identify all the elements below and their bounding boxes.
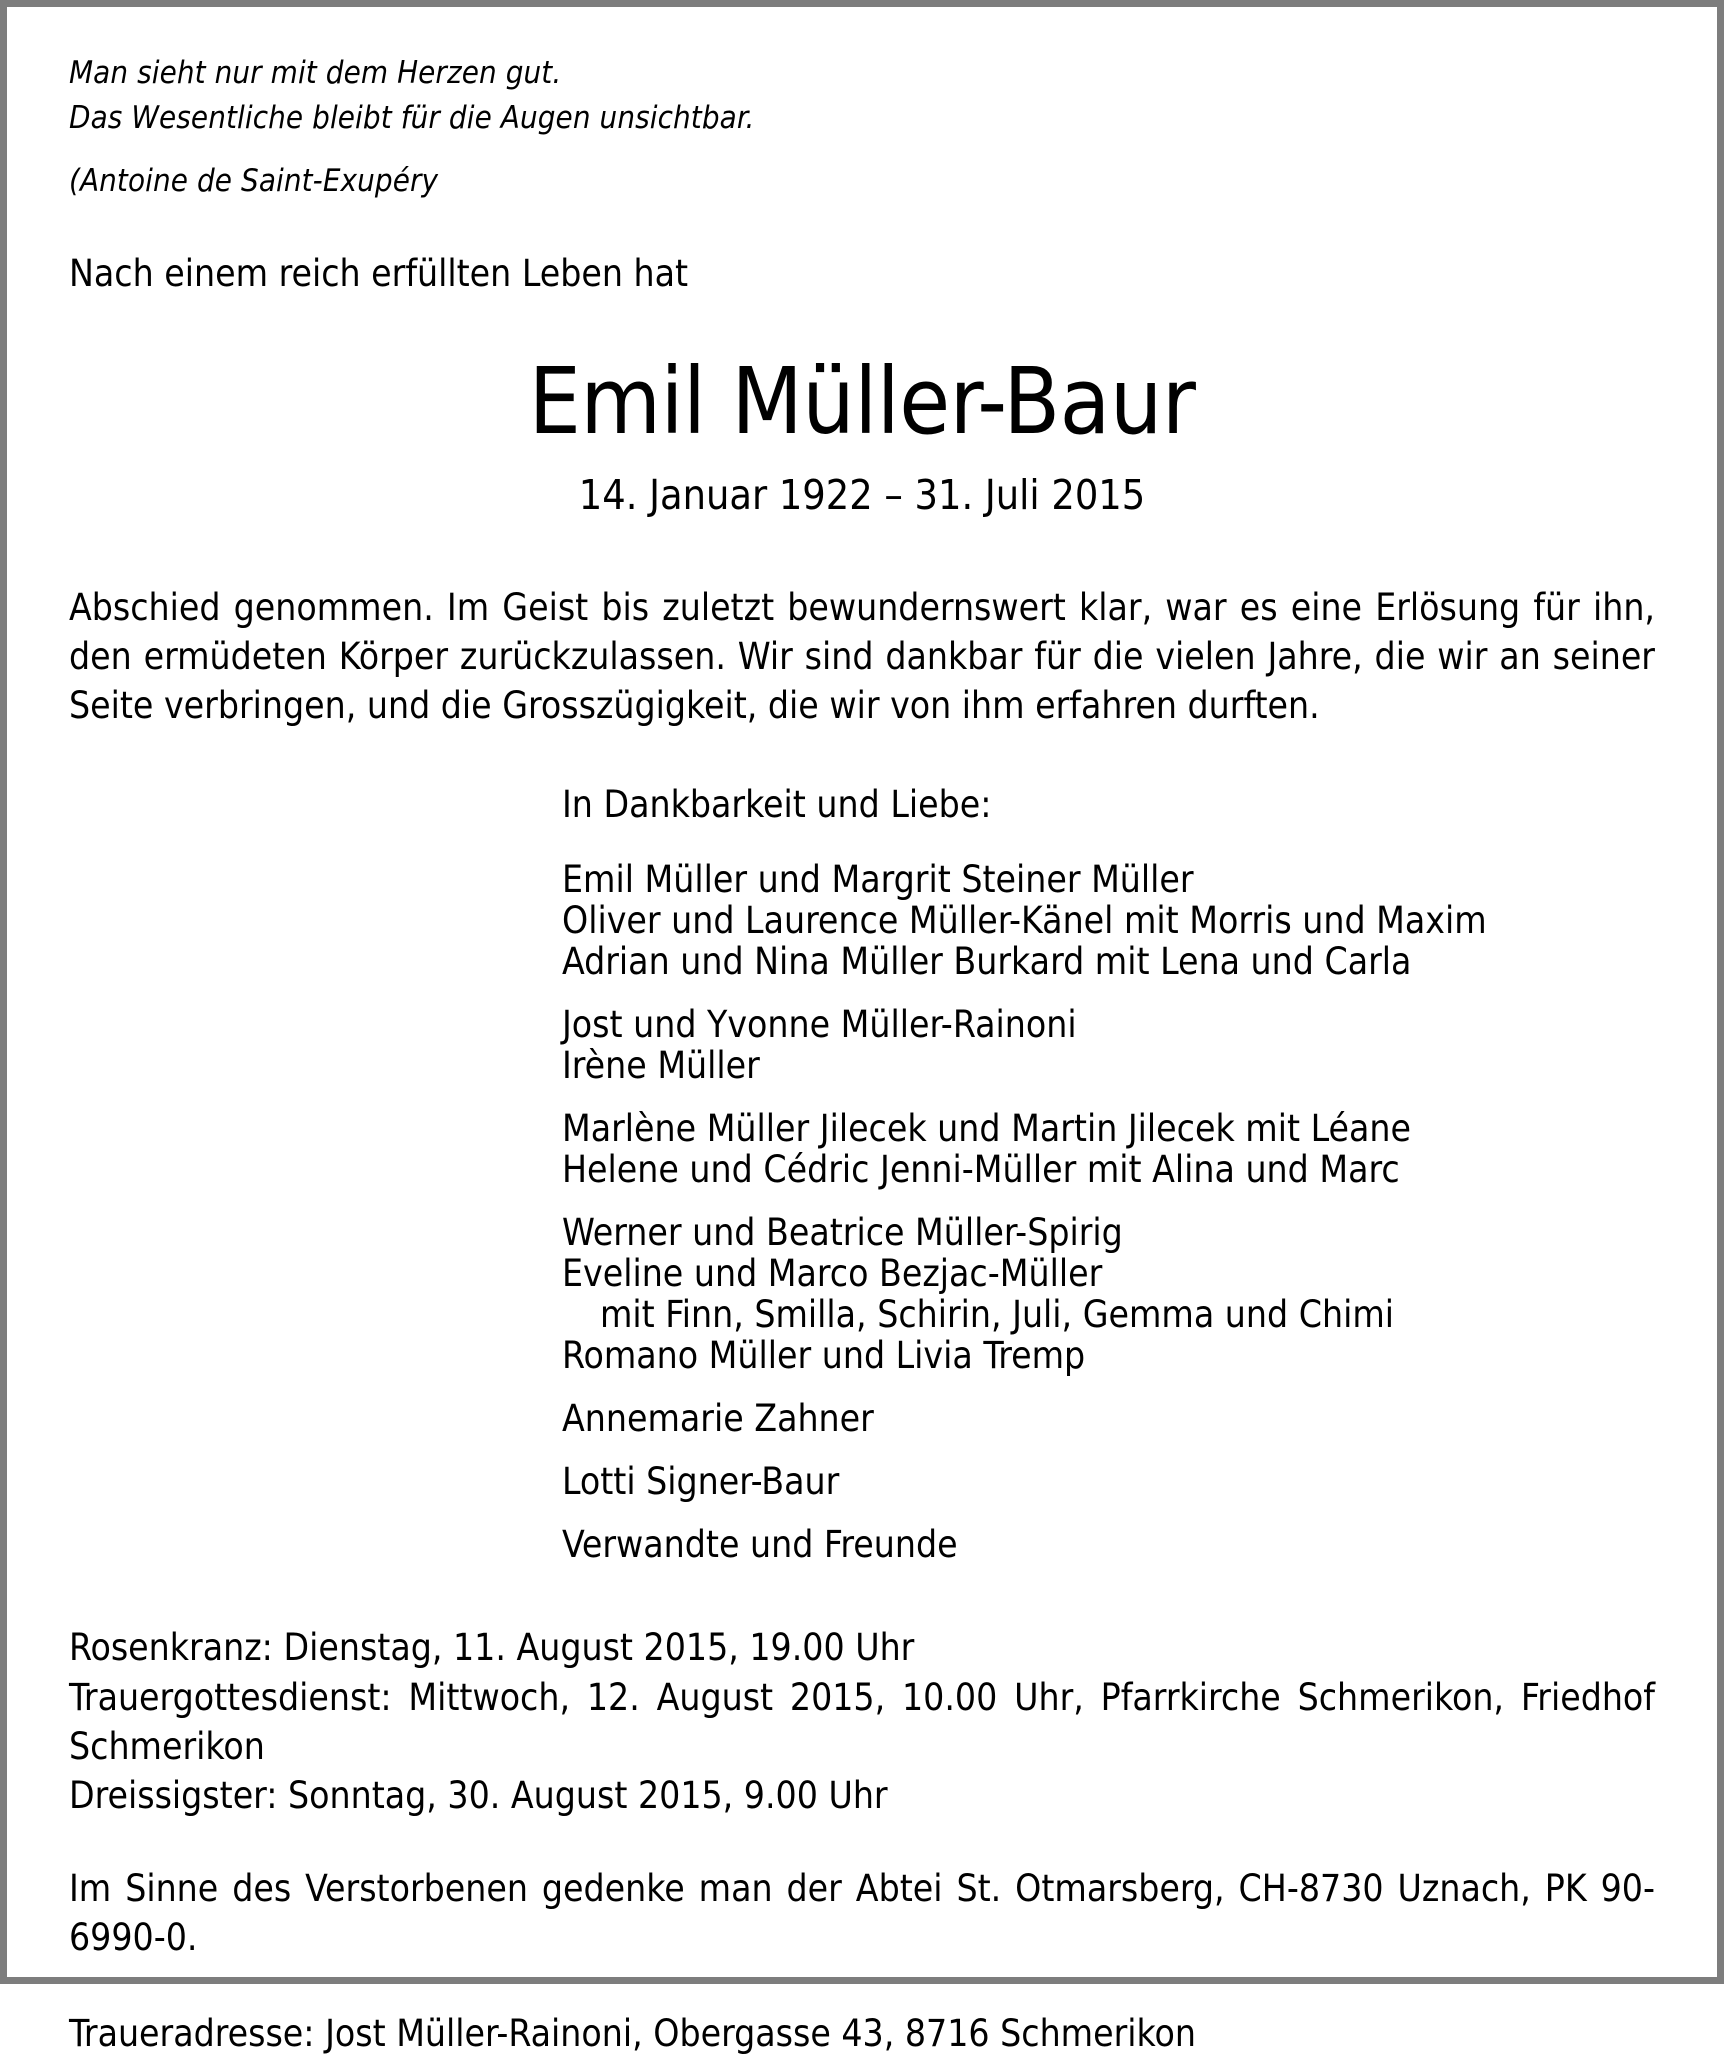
- deceased-name: Emil Müller-Baur: [528, 347, 1196, 455]
- epigraph-line-1: Man sieht nur mit dem Herzen gut.: [69, 55, 562, 91]
- family-name-line: mit Finn, Smilla, Schirin, Juli, Gemma und Chimi: [600, 1293, 1395, 1337]
- family-name-line: Eveline und Marco Bezjac-Müller: [562, 1252, 1103, 1296]
- life-dates: 14. Januar 1922 – 31. Juli 2015: [578, 470, 1146, 519]
- condolence-address: Traueradresse: Jost Müller-Rainoni, Obergasse 43, 8716 Schmerikon: [69, 2011, 1196, 2055]
- tribute-paragraph: Abschied genommen. Im Geist bis zuletzt bewundernswert klar, war es eine Erlösung für ihn, den ermüdeten Körper zurückzulassen. Wir sind dankbar für die vielen Jahre, die wir an seiner Seite verbringen, und die Grosszügigkeit, die wir von ihm erfahren durften.: [69, 585, 1655, 727]
- epigraph-line-2: Das Wesentliche bleibt für die Augen unsichtbar.: [69, 100, 755, 137]
- family-name-line: Emil Müller und Margrit Steiner Müller: [562, 858, 1194, 902]
- family-name-line: Jost und Yvonne Müller-Rainoni: [562, 1003, 1077, 1047]
- family-intro: In Dankbarkeit und Liebe:: [562, 783, 992, 827]
- deceased-name-block: [69, 347, 1655, 519]
- family-name-line: Werner und Beatrice Müller-Spirig: [562, 1211, 1123, 1255]
- family-signature-block: [562, 783, 1655, 1567]
- epigraph-quote: [69, 51, 1655, 204]
- family-name-line: Oliver und Laurence Müller-Känel mit Morris und Maxim: [562, 899, 1487, 943]
- family-name-line: Marlène Müller Jilecek und Martin Jilecek mit Léane: [562, 1107, 1411, 1151]
- thirtieth-day-line: Dreissigster: Sonntag, 30. August 2015, 9.00 Uhr: [69, 1773, 888, 1817]
- family-name-line: Verwandte und Freunde: [562, 1523, 958, 1567]
- family-name-line: Annemarie Zahner: [562, 1397, 874, 1441]
- lead-line: Nach einem reich erfüllten Leben hat: [69, 251, 689, 295]
- donation-note: Im Sinne des Verstorbenen gedenke man der Abtei St. Otmarsberg, CH-8730 Uznach, PK 90-6990-0.: [69, 1867, 1655, 1960]
- family-name-line: Adrian und Nina Müller Burkard mit Lena und Carla: [562, 940, 1412, 984]
- family-name-line: Irène Müller: [562, 1044, 760, 1088]
- family-name-line: Romano Müller und Livia Tremp: [562, 1334, 1086, 1378]
- rosary-line: Rosenkranz: Dienstag, 11. August 2015, 19.00 Uhr: [69, 1626, 915, 1670]
- family-name-line: Helene und Cédric Jenni-Müller mit Alina und Marc: [562, 1148, 1400, 1192]
- funeral-service-line: Trauergottesdienst: Mittwoch, 12. August 2015, 10.00 Uhr, Pfarrkirche Schmerikon, Friedhof Schmerikon: [69, 1675, 1655, 1768]
- family-name-line: Lotti Signer-Baur: [562, 1460, 840, 1504]
- service-schedule: [69, 1623, 1655, 1820]
- family-name-list: [562, 859, 1655, 1565]
- epigraph-attribution: (Antoine de Saint-Exupéry: [69, 162, 439, 199]
